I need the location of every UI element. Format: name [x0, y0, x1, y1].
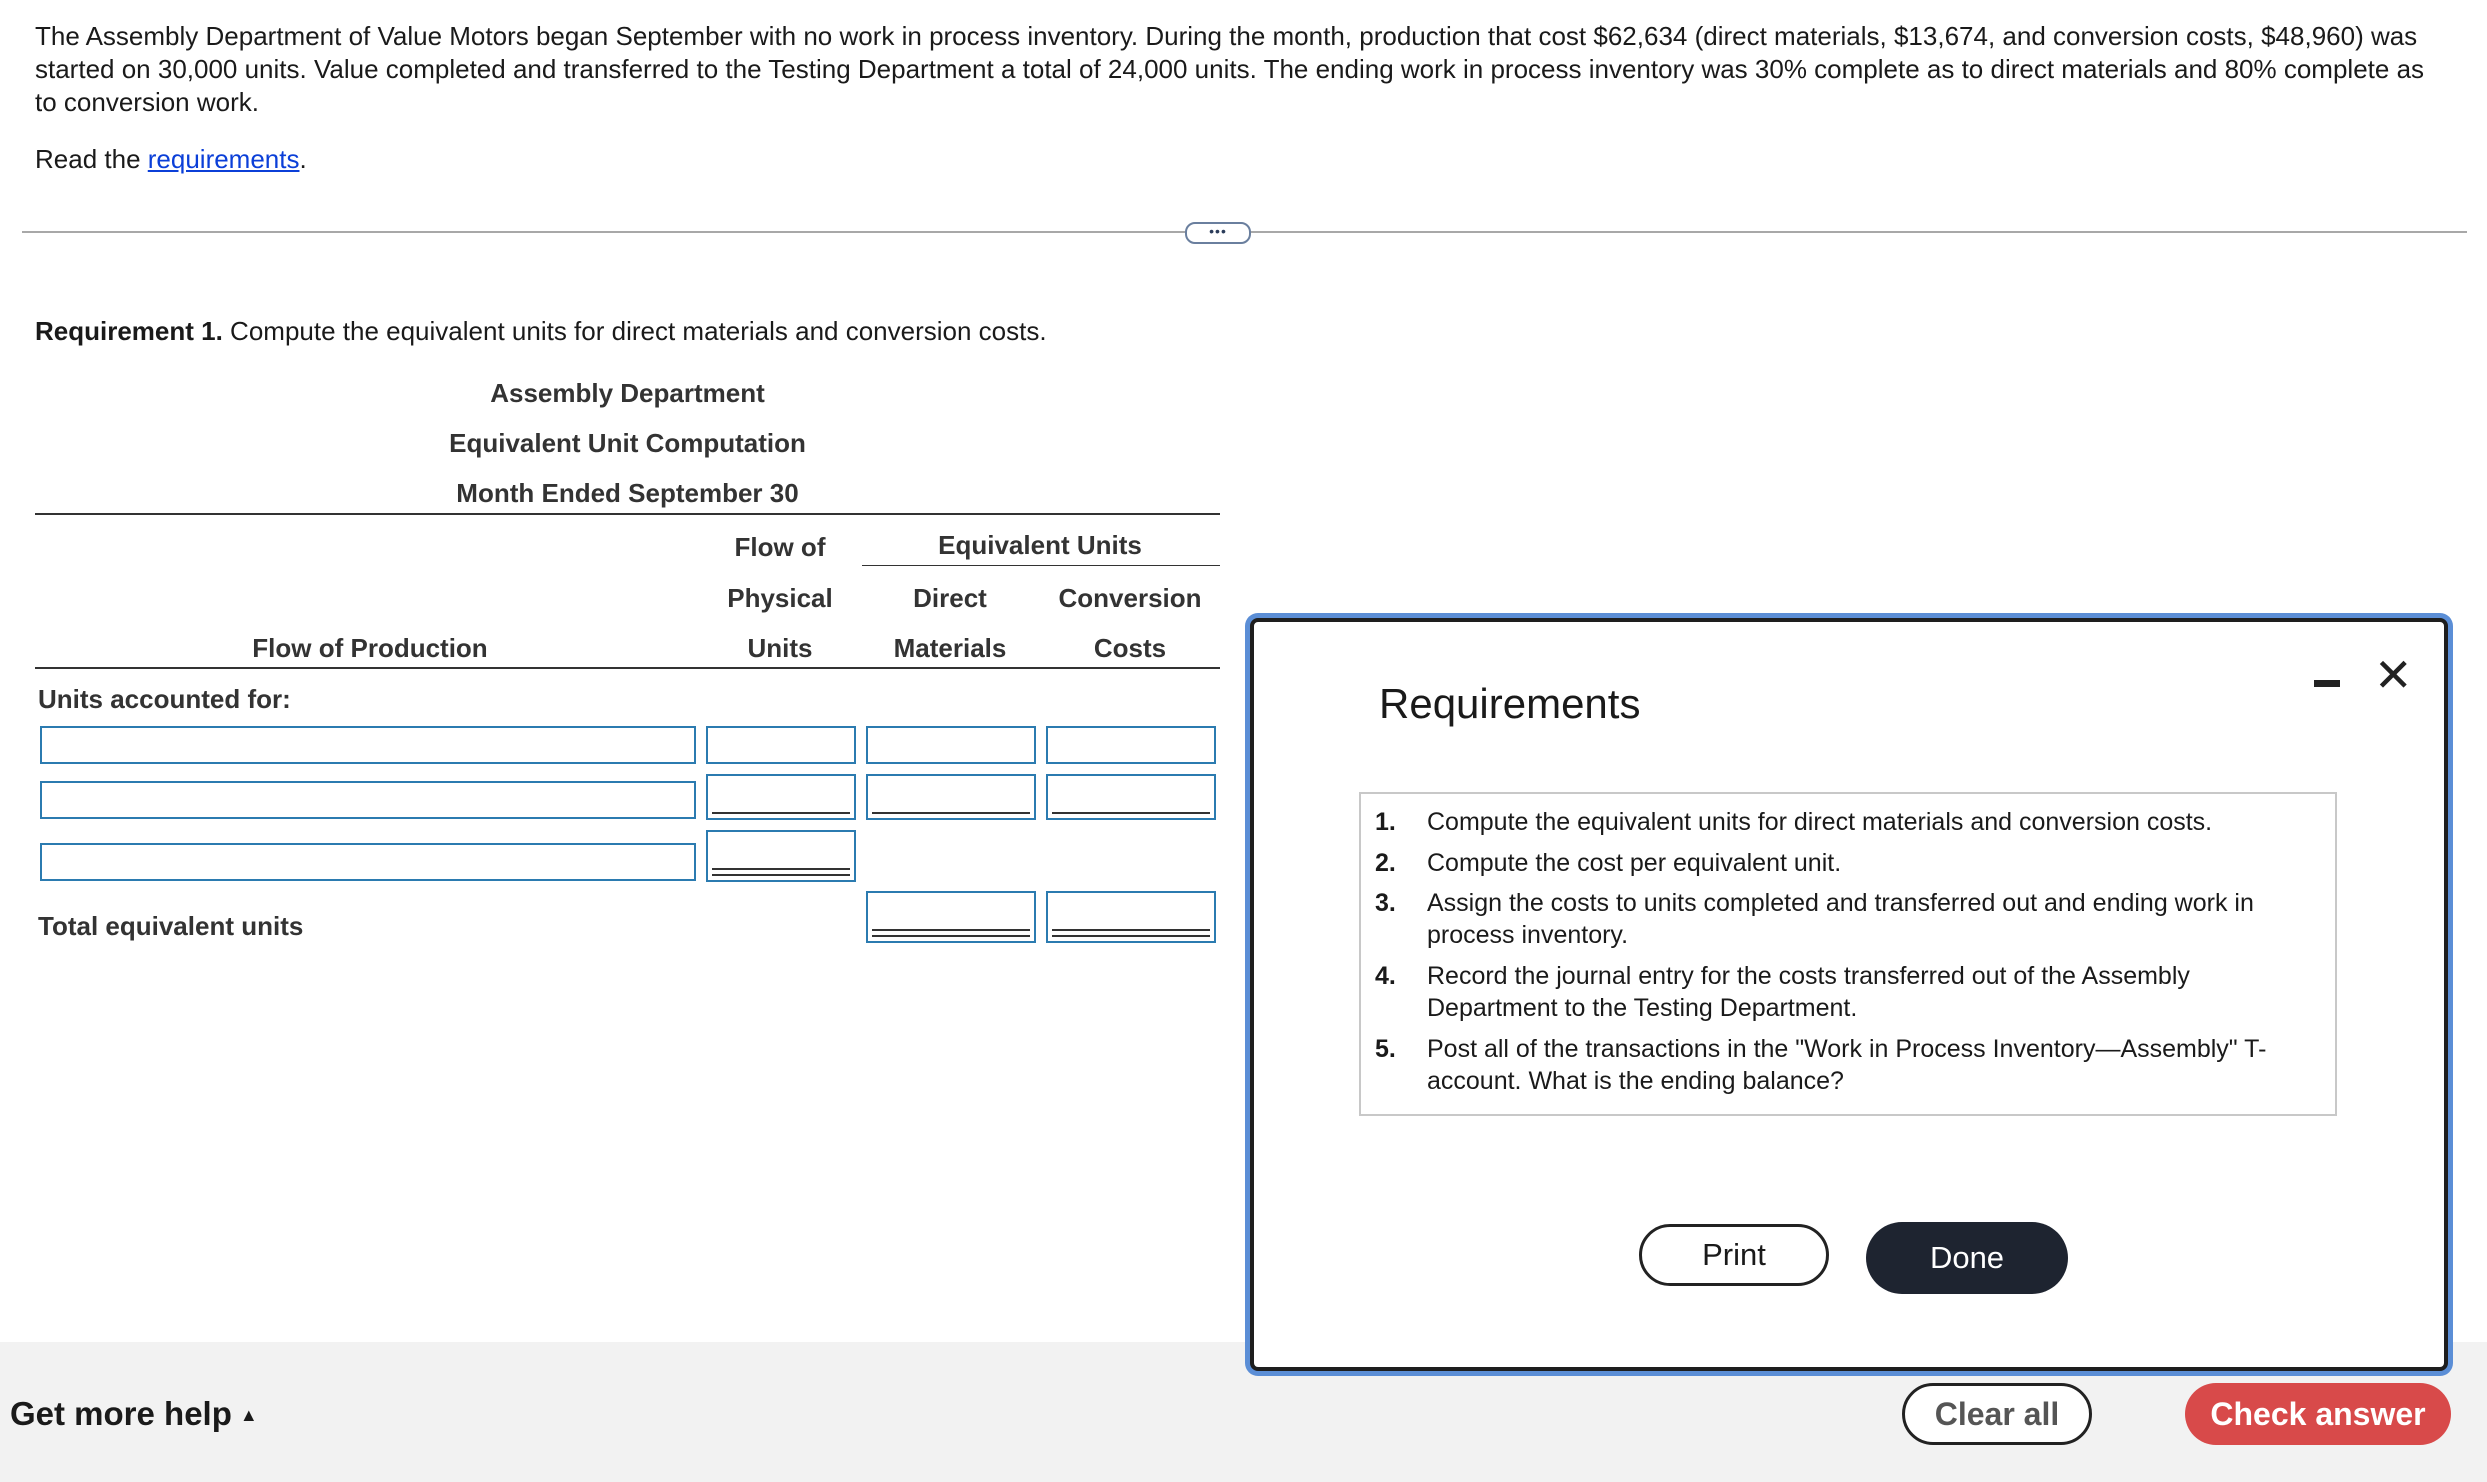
row1-dm-input[interactable]	[866, 726, 1036, 764]
requirement-text: Post all of the transactions in the "Work in Process Inventory—Assembly" T-account. What is the ending balance?	[1427, 1035, 2267, 1095]
row2-dm-input[interactable]	[866, 774, 1036, 820]
row3-label-input[interactable]	[40, 843, 696, 881]
total-cc-input[interactable]	[1046, 891, 1216, 943]
row2-physical-input[interactable]	[706, 774, 856, 820]
table-top-rule	[35, 513, 1220, 515]
requirement-1-label: Requirement 1.	[35, 316, 223, 346]
table-header-rule	[35, 667, 1220, 669]
requirement-text: Assign the costs to units completed and transferred out and ending work in process inventory.	[1427, 889, 2254, 949]
col-production-header: Flow of Production	[252, 633, 488, 663]
requirements-modal	[1250, 618, 2448, 1371]
col-flow-header-3: Units	[747, 633, 813, 663]
requirement-text: Compute the equivalent units for direct materials and conversion costs.	[1427, 808, 2213, 836]
equivalent-units-header: Equivalent Units	[938, 530, 1142, 560]
minimize-icon[interactable]	[2314, 680, 2340, 687]
clear-all-button[interactable]: Clear all	[1902, 1383, 2092, 1445]
total-dm-input[interactable]	[866, 891, 1036, 943]
requirement-number: 2.	[1375, 849, 1396, 877]
total-equivalent-units-label: Total equivalent units	[38, 911, 304, 941]
problem-statement: The Assembly Department of Value Motors began September with no work in process inventory. During the month, production that cost $62,634 (direct materials, $13,674, and conversion costs, $48,960) was started on 30,000 units. Value completed and transferred to the Testing Department a total of 24,000 units. The ending work in process inventory was 30% complete as to direct materials and 80% complete as to conversion work.	[35, 21, 2425, 117]
read-suffix: .	[299, 144, 307, 174]
col-flow-header-1: Flow of	[734, 532, 826, 562]
col-flow-header-2: Physical	[727, 583, 833, 613]
row1-physical-input[interactable]	[706, 726, 856, 764]
requirements-list	[1359, 792, 2337, 1116]
close-icon[interactable]: ✕	[2374, 649, 2413, 701]
ellipsis-icon[interactable]: •••	[1185, 222, 1251, 244]
read-prefix: Read the	[35, 144, 148, 174]
requirements-link[interactable]: requirements	[147, 144, 300, 174]
row1-label-input[interactable]	[40, 726, 696, 764]
requirement-number: 4.	[1375, 962, 1396, 990]
units-accounted-label: Units accounted for:	[38, 684, 291, 714]
check-answer-button[interactable]: Check answer	[2185, 1383, 2451, 1445]
col-dm-header-2: Materials	[893, 633, 1007, 663]
modal-title: Requirements	[1379, 680, 1641, 727]
row2-label-input[interactable]	[40, 781, 696, 819]
equivalent-units-rule	[862, 565, 1220, 566]
requirement-text: Record the journal entry for the costs transferred out of the Assembly Department to the Testing Department.	[1427, 962, 2190, 1022]
print-button[interactable]: Print	[1639, 1224, 1829, 1286]
row3-physical-total-input[interactable]	[706, 830, 856, 882]
row2-cc-input[interactable]	[1046, 774, 1216, 820]
requirement-number: 5.	[1375, 1035, 1396, 1063]
col-cc-header-2: Costs	[1093, 633, 1167, 663]
table-title-period: Month Ended September 30	[456, 478, 799, 508]
row1-cc-input[interactable]	[1046, 726, 1216, 764]
requirement-number: 1.	[1375, 808, 1396, 836]
table-title-department: Assembly Department	[490, 378, 765, 408]
caret-up-icon: ▲	[239, 1405, 258, 1425]
requirement-1-text: Compute the equivalent units for direct materials and conversion costs.	[222, 316, 1047, 346]
col-cc-header-1: Conversion	[1058, 583, 1202, 613]
get-more-help-button[interactable]	[10, 1395, 258, 1433]
col-dm-header-1: Direct	[913, 583, 987, 613]
table-title-computation: Equivalent Unit Computation	[449, 428, 806, 458]
get-more-help-label: Get more help	[10, 1395, 232, 1432]
read-requirements	[35, 144, 307, 175]
done-button[interactable]: Done	[1866, 1222, 2068, 1294]
requirement-number: 3.	[1375, 889, 1396, 917]
requirement-1-heading	[35, 316, 1047, 347]
requirement-text: Compute the cost per equivalent unit.	[1427, 849, 1842, 877]
